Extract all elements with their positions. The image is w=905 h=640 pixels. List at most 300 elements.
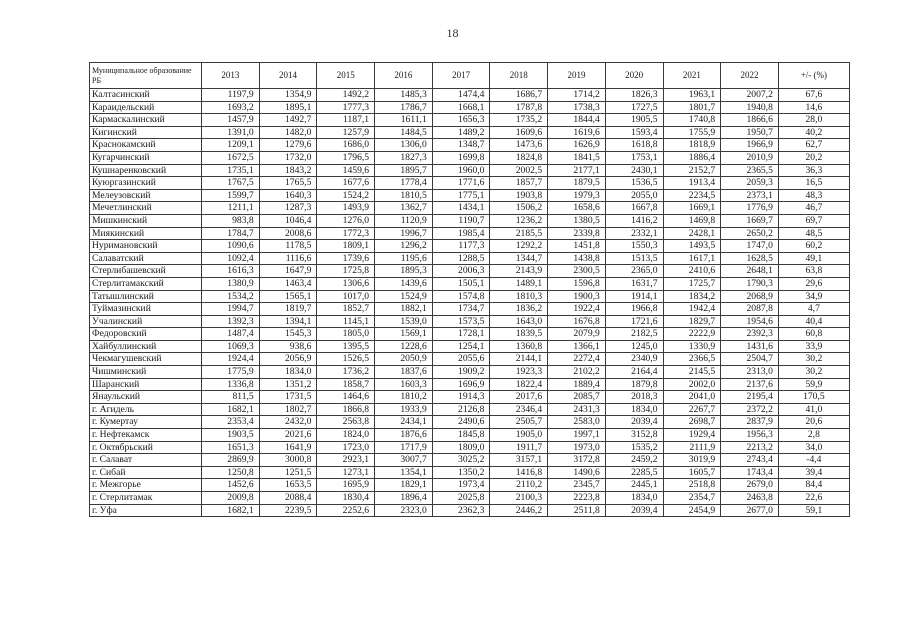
value-cell: 1653,5	[259, 479, 317, 492]
value-cell: 811,5	[202, 391, 260, 404]
value-cell: 2041,0	[663, 391, 721, 404]
table-row	[90, 89, 850, 102]
value-cell: 1994,7	[202, 303, 260, 316]
value-cell: 1618,8	[605, 139, 663, 152]
value-cell: 2195,4	[721, 391, 779, 404]
value-cell: 1923,3	[490, 366, 548, 379]
value-cell: 2008,6	[259, 227, 317, 240]
table-row	[90, 240, 850, 253]
value-cell: 1829,1	[375, 479, 433, 492]
value-cell: 1228,6	[375, 340, 433, 353]
year-column-header: 2021	[663, 63, 721, 89]
value-cell: 1392,3	[202, 315, 260, 328]
value-cell: 2372,2	[721, 403, 779, 416]
value-cell: 1116,6	[259, 252, 317, 265]
value-cell: 1896,4	[375, 492, 433, 505]
municipality-name-cell: Шаранский	[90, 378, 202, 391]
table-row	[90, 504, 850, 517]
value-cell: 1394,1	[259, 315, 317, 328]
value-cell: 3025,2	[432, 454, 490, 467]
value-cell: 1362,7	[375, 202, 433, 215]
value-cell: 1810,2	[375, 391, 433, 404]
municipality-name-cell: Хайбуллинский	[90, 340, 202, 353]
value-cell: 1651,3	[202, 441, 260, 454]
value-cell: 1736,2	[317, 366, 375, 379]
municipality-name-cell: Янаульский	[90, 391, 202, 404]
value-cell: 1287,3	[259, 202, 317, 215]
value-cell: 1922,4	[548, 303, 606, 316]
value-cell: 1669,1	[663, 202, 721, 215]
value-cell: 1805,0	[317, 328, 375, 341]
value-cell: 1473,6	[490, 139, 548, 152]
value-cell: 1092,4	[202, 252, 260, 265]
year-column-header: 2017	[432, 63, 490, 89]
value-cell: 2511,8	[548, 504, 606, 517]
value-cell: 2650,2	[721, 227, 779, 240]
value-cell: 1882,1	[375, 303, 433, 316]
value-cell: 1524,2	[317, 189, 375, 202]
value-cell: 2446,2	[490, 504, 548, 517]
value-cell: 1845,8	[432, 429, 490, 442]
value-cell: 1658,6	[548, 202, 606, 215]
table-row	[90, 340, 850, 353]
value-cell: 1895,3	[375, 265, 433, 278]
change-percent-cell: 28,0	[778, 114, 849, 127]
value-cell: 2648,1	[721, 265, 779, 278]
value-cell: 1914,3	[432, 391, 490, 404]
year-column-header: 2014	[259, 63, 317, 89]
change-percent-cell: 2,8	[778, 429, 849, 442]
value-cell: 1973,0	[548, 441, 606, 454]
value-cell: 1767,5	[202, 177, 260, 190]
value-cell: 1090,6	[202, 240, 260, 253]
value-cell: 2039,4	[605, 416, 663, 429]
value-cell: 1954,6	[721, 315, 779, 328]
value-cell: 2055,6	[432, 353, 490, 366]
change-percent-cell: 4,7	[778, 303, 849, 316]
value-cell: 2490,6	[432, 416, 490, 429]
value-cell: 2079,9	[548, 328, 606, 341]
value-cell: 3152,8	[605, 429, 663, 442]
year-column-header: 2022	[721, 63, 779, 89]
value-cell: 1434,1	[432, 202, 490, 215]
value-cell: 1211,1	[202, 202, 260, 215]
value-cell: 1834,2	[663, 290, 721, 303]
value-cell: 983,8	[202, 214, 260, 227]
value-cell: 1177,3	[432, 240, 490, 253]
value-cell: 2088,4	[259, 492, 317, 505]
change-percent-cell: 39,4	[778, 466, 849, 479]
value-cell: 2100,3	[490, 492, 548, 505]
value-cell: 1738,3	[548, 101, 606, 114]
value-cell: 1924,4	[202, 353, 260, 366]
value-cell: 1734,7	[432, 303, 490, 316]
table-row	[90, 441, 850, 454]
value-cell: 2392,3	[721, 328, 779, 341]
table-row	[90, 265, 850, 278]
value-cell: 1834,0	[259, 366, 317, 379]
table-row	[90, 403, 850, 416]
change-percent-cell: 60,8	[778, 328, 849, 341]
value-cell: 1942,4	[663, 303, 721, 316]
value-cell: 1493,9	[317, 202, 375, 215]
value-cell: 2002,5	[490, 164, 548, 177]
value-cell: 1626,9	[548, 139, 606, 152]
municipality-name-cell: г. Нефтекамск	[90, 429, 202, 442]
value-cell: 1490,6	[548, 466, 606, 479]
value-cell: 1647,9	[259, 265, 317, 278]
value-cell: 1996,7	[375, 227, 433, 240]
value-cell: 1933,9	[375, 403, 433, 416]
municipality-name-cell: Кигинский	[90, 126, 202, 139]
change-column-header: +/- (%)	[778, 63, 849, 89]
value-cell: 2177,1	[548, 164, 606, 177]
change-percent-cell: 170,5	[778, 391, 849, 404]
value-cell: 1775,1	[432, 189, 490, 202]
value-cell: 1459,6	[317, 164, 375, 177]
table-row	[90, 479, 850, 492]
value-cell: 1829,7	[663, 315, 721, 328]
value-cell: 1676,8	[548, 315, 606, 328]
municipality-name-cell: Стерлитамакский	[90, 277, 202, 290]
value-cell: 1273,1	[317, 466, 375, 479]
value-cell: 1276,0	[317, 214, 375, 227]
municipality-name-cell: г. Октябрьский	[90, 441, 202, 454]
value-cell: 1731,5	[259, 391, 317, 404]
year-column-header: 2015	[317, 63, 375, 89]
value-cell: 1809,1	[317, 240, 375, 253]
value-cell: 1539,0	[375, 315, 433, 328]
municipality-name-cell: Кармаскалинский	[90, 114, 202, 127]
value-cell: 1354,1	[375, 466, 433, 479]
change-percent-cell: 59,9	[778, 378, 849, 391]
value-cell: 1909,2	[432, 366, 490, 379]
value-cell: 2234,5	[663, 189, 721, 202]
value-cell: 1837,6	[375, 366, 433, 379]
change-percent-cell: 67,6	[778, 89, 849, 102]
value-cell: 1866,8	[317, 403, 375, 416]
value-cell: 1209,1	[202, 139, 260, 152]
value-cell: 2152,7	[663, 164, 721, 177]
value-cell: 1714,2	[548, 89, 606, 102]
value-cell: 2459,2	[605, 454, 663, 467]
municipality-name-cell: Кугарчинский	[90, 151, 202, 164]
value-cell: 1879,5	[548, 177, 606, 190]
value-cell: 2267,7	[663, 403, 721, 416]
table-row	[90, 227, 850, 240]
change-percent-cell: 84,4	[778, 479, 849, 492]
value-cell: 2002,0	[663, 378, 721, 391]
value-cell: 1250,8	[202, 466, 260, 479]
value-cell: 1857,7	[490, 177, 548, 190]
table-row	[90, 315, 850, 328]
value-cell: 2222,9	[663, 328, 721, 341]
value-cell: 2923,1	[317, 454, 375, 467]
value-cell: 2025,8	[432, 492, 490, 505]
value-cell: 1534,2	[202, 290, 260, 303]
value-cell: 1973,4	[432, 479, 490, 492]
value-cell: 1254,1	[432, 340, 490, 353]
value-cell: 2340,9	[605, 353, 663, 366]
value-cell: 1350,2	[432, 466, 490, 479]
value-cell: 1985,4	[432, 227, 490, 240]
value-cell: 1677,6	[317, 177, 375, 190]
value-cell: 1416,8	[490, 466, 548, 479]
value-cell: 1145,1	[317, 315, 375, 328]
value-cell: 1796,5	[317, 151, 375, 164]
value-cell: 2869,9	[202, 454, 260, 467]
value-cell: 2087,8	[721, 303, 779, 316]
value-cell: 1457,9	[202, 114, 260, 127]
municipality-name-cell: Мишкинский	[90, 214, 202, 227]
table-row	[90, 303, 850, 316]
change-percent-cell: 20,6	[778, 416, 849, 429]
value-cell: 1360,8	[490, 340, 548, 353]
value-cell: 1336,8	[202, 378, 260, 391]
value-cell: 1834,0	[605, 403, 663, 416]
change-percent-cell: 41,0	[778, 403, 849, 416]
change-percent-cell: 30,2	[778, 366, 849, 379]
value-cell: 3019,9	[663, 454, 721, 467]
value-cell: 1809,0	[432, 441, 490, 454]
value-cell: 1929,4	[663, 429, 721, 442]
value-cell: 2323,0	[375, 504, 433, 517]
value-cell: 2102,2	[548, 366, 606, 379]
change-percent-cell: 22,6	[778, 492, 849, 505]
value-cell: 1843,2	[259, 164, 317, 177]
value-cell: 3172,8	[548, 454, 606, 467]
municipality-name-cell: Мелеузовский	[90, 189, 202, 202]
value-cell: 1717,9	[375, 441, 433, 454]
municipality-name-cell: Нуримановский	[90, 240, 202, 253]
value-cell: 1836,2	[490, 303, 548, 316]
value-cell: 1611,1	[375, 114, 433, 127]
municipality-name-cell: Туймазинский	[90, 303, 202, 316]
value-cell: 2111,9	[663, 441, 721, 454]
value-cell: 1905,5	[605, 114, 663, 127]
change-percent-cell: 60,2	[778, 240, 849, 253]
value-cell: 1822,4	[490, 378, 548, 391]
value-cell: 1755,9	[663, 126, 721, 139]
value-cell: 2055,0	[605, 189, 663, 202]
value-cell: 1834,0	[605, 492, 663, 505]
value-cell: 1609,6	[490, 126, 548, 139]
value-cell: 2050,9	[375, 353, 433, 366]
value-cell: 2743,4	[721, 454, 779, 467]
value-cell: 1747,0	[721, 240, 779, 253]
value-cell: 1876,6	[375, 429, 433, 442]
value-cell: 1656,3	[432, 114, 490, 127]
value-cell: 2505,7	[490, 416, 548, 429]
table-row	[90, 416, 850, 429]
value-cell: 1438,8	[548, 252, 606, 265]
value-cell: 1903,8	[490, 189, 548, 202]
value-cell: 1236,2	[490, 214, 548, 227]
change-percent-cell: 34,0	[778, 441, 849, 454]
municipality-name-cell: Караидельский	[90, 101, 202, 114]
change-percent-cell: 14,6	[778, 101, 849, 114]
table-row	[90, 391, 850, 404]
value-cell: 1818,9	[663, 139, 721, 152]
value-cell: 1545,3	[259, 328, 317, 341]
value-cell: 2431,3	[548, 403, 606, 416]
value-cell: 1288,5	[432, 252, 490, 265]
value-cell: 2144,1	[490, 353, 548, 366]
value-cell: 2463,8	[721, 492, 779, 505]
value-cell: 2137,6	[721, 378, 779, 391]
value-cell: 2445,1	[605, 479, 663, 492]
value-cell: 1668,1	[432, 101, 490, 114]
municipality-name-cell: Салаватский	[90, 252, 202, 265]
value-cell: 1257,9	[317, 126, 375, 139]
value-cell: 2185,5	[490, 227, 548, 240]
value-cell: 1492,7	[259, 114, 317, 127]
value-cell: 1619,6	[548, 126, 606, 139]
value-cell: 1824,8	[490, 151, 548, 164]
value-cell: 1574,8	[432, 290, 490, 303]
table-row	[90, 328, 850, 341]
value-cell: 1669,7	[721, 214, 779, 227]
value-cell: 1997,1	[548, 429, 606, 442]
value-cell: 2373,1	[721, 189, 779, 202]
value-cell: 1826,3	[605, 89, 663, 102]
value-cell: 1190,7	[432, 214, 490, 227]
value-cell: 2410,6	[663, 265, 721, 278]
year-column-header: 2019	[548, 63, 606, 89]
change-percent-cell: 20,2	[778, 151, 849, 164]
value-cell: 1330,9	[663, 340, 721, 353]
value-cell: 1784,7	[202, 227, 260, 240]
value-cell: 2454,9	[663, 504, 721, 517]
value-cell: 2518,8	[663, 479, 721, 492]
municipality-name-cell: Чекмагушевский	[90, 353, 202, 366]
value-cell: 2428,1	[663, 227, 721, 240]
value-cell: 1463,4	[259, 277, 317, 290]
table-row	[90, 164, 850, 177]
value-cell: 1735,1	[202, 164, 260, 177]
value-cell: 1765,5	[259, 177, 317, 190]
value-cell: 1351,2	[259, 378, 317, 391]
value-cell: 1889,4	[548, 378, 606, 391]
value-cell: 1550,3	[605, 240, 663, 253]
value-cell: 1197,9	[202, 89, 260, 102]
value-cell: 1740,8	[663, 114, 721, 127]
value-cell: 1296,2	[375, 240, 433, 253]
change-percent-cell: 16,5	[778, 177, 849, 190]
municipality-name-cell: Стерлибашевский	[90, 265, 202, 278]
value-cell: 3000,8	[259, 454, 317, 467]
value-cell: 1728,1	[432, 328, 490, 341]
change-percent-cell: 40,2	[778, 126, 849, 139]
value-cell: 1251,5	[259, 466, 317, 479]
value-cell: 1732,0	[259, 151, 317, 164]
value-cell: 2285,5	[605, 466, 663, 479]
value-cell: 1596,8	[548, 277, 606, 290]
value-cell: 2059,3	[721, 177, 779, 190]
change-percent-cell: 46,7	[778, 202, 849, 215]
value-cell: 1858,7	[317, 378, 375, 391]
value-cell: 1505,1	[432, 277, 490, 290]
change-percent-cell: -4,4	[778, 454, 849, 467]
value-cell: 2354,7	[663, 492, 721, 505]
change-percent-cell: 33,9	[778, 340, 849, 353]
year-column-header: 2013	[202, 63, 260, 89]
value-cell: 1464,6	[317, 391, 375, 404]
value-cell: 1279,6	[259, 139, 317, 152]
table-row	[90, 378, 850, 391]
value-cell: 1513,5	[605, 252, 663, 265]
value-cell: 1306,6	[317, 277, 375, 290]
value-cell: 1524,9	[375, 290, 433, 303]
value-cell: 1474,4	[432, 89, 490, 102]
value-cell: 1682,1	[202, 504, 260, 517]
value-cell: 2126,8	[432, 403, 490, 416]
municipality-name-cell: Краснокамский	[90, 139, 202, 152]
value-cell: 1695,9	[317, 479, 375, 492]
value-cell: 1827,3	[375, 151, 433, 164]
value-cell: 1416,2	[605, 214, 663, 227]
value-cell: 2332,1	[605, 227, 663, 240]
value-cell: 1536,5	[605, 177, 663, 190]
value-cell: 1905,0	[490, 429, 548, 442]
value-cell: 1903,5	[202, 429, 260, 442]
municipality-name-cell: Миякинский	[90, 227, 202, 240]
municipality-name-cell: Калтасинский	[90, 89, 202, 102]
value-cell: 1391,0	[202, 126, 260, 139]
municipality-name-cell: Федоровский	[90, 328, 202, 341]
municipality-name-cell: г. Агидель	[90, 403, 202, 416]
value-cell: 1046,4	[259, 214, 317, 227]
value-cell: 2085,7	[548, 391, 606, 404]
value-cell: 1686,7	[490, 89, 548, 102]
municipal-data-table	[89, 62, 850, 517]
value-cell: 1895,1	[259, 101, 317, 114]
value-cell: 2313,0	[721, 366, 779, 379]
value-cell: 1187,1	[317, 114, 375, 127]
value-cell: 1195,6	[375, 252, 433, 265]
value-cell: 1900,3	[548, 290, 606, 303]
value-cell: 1526,5	[317, 353, 375, 366]
table-row	[90, 466, 850, 479]
value-cell: 1776,9	[721, 202, 779, 215]
value-cell: 1493,5	[663, 240, 721, 253]
value-cell: 1966,9	[721, 139, 779, 152]
value-cell: 2434,1	[375, 416, 433, 429]
table-row	[90, 214, 850, 227]
value-cell: 2182,5	[605, 328, 663, 341]
value-cell: 1725,8	[317, 265, 375, 278]
value-cell: 1395,5	[317, 340, 375, 353]
value-cell: 1069,3	[202, 340, 260, 353]
value-cell: 1830,4	[317, 492, 375, 505]
value-cell: 1348,7	[432, 139, 490, 152]
value-cell: 1723,0	[317, 441, 375, 454]
value-cell: 2010,9	[721, 151, 779, 164]
value-cell: 1844,4	[548, 114, 606, 127]
value-cell: 1616,3	[202, 265, 260, 278]
value-cell: 2068,9	[721, 290, 779, 303]
value-cell: 1802,7	[259, 403, 317, 416]
value-cell: 1565,1	[259, 290, 317, 303]
value-cell: 1380,9	[202, 277, 260, 290]
value-cell: 1753,1	[605, 151, 663, 164]
value-cell: 2272,4	[548, 353, 606, 366]
value-cell: 2039,4	[605, 504, 663, 517]
value-cell: 1603,3	[375, 378, 433, 391]
value-cell: 1492,2	[317, 89, 375, 102]
value-cell: 1771,6	[432, 177, 490, 190]
value-cell: 1344,7	[490, 252, 548, 265]
